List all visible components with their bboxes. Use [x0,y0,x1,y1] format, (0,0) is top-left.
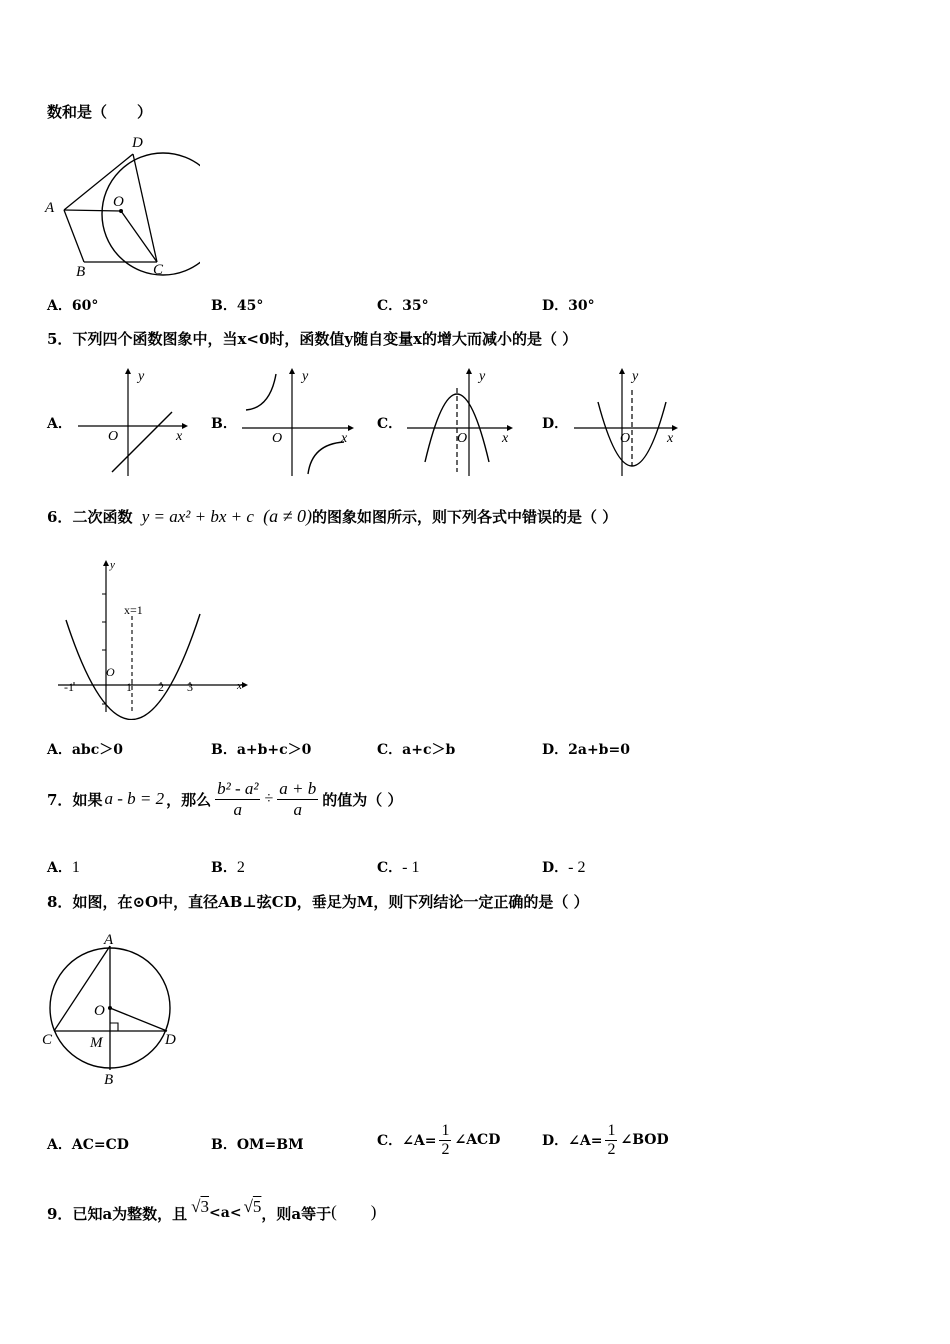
q4-label-B: B [76,264,86,280]
q6-parabola-curve [66,614,200,720]
q7-stem-suffix: 的值为（ ） [322,790,403,809]
q9-stem-suffix: ，则a等于 [261,1204,332,1223]
q6-axis-line-label: x=1 [124,603,143,617]
q8-number: 8． [47,893,73,911]
q8-circle-figure [38,928,198,1090]
q9-stem-prefix: 已知a为整数，且 [72,1204,188,1223]
svg-text:y: y [302,369,309,384]
q7-fraction-1-denominator: a [215,799,260,820]
svg-text:O: O [457,431,468,446]
svg-text:x: x [341,431,348,446]
q6-option-c: C．a+c＞b [377,742,456,758]
svg-text:x: x [667,431,674,446]
q5-option-c-label: C． [377,416,403,432]
q4-circle [102,153,200,275]
q7-fraction-1 [215,779,260,820]
svg-text:C: C [42,1032,53,1048]
q6-condition: (a ≠ 0) [263,506,312,526]
q5-option-a-label: A． [47,416,72,432]
q4-option-d: D．30° [542,298,595,314]
q6-stem-suffix: 的图象如图所示，则下列各式中错误的是（ ） [312,508,618,526]
svg-text:x: x [176,429,183,444]
q9-inequality: <a< [209,1205,242,1221]
q7-fraction-1-numerator: b² - a² [217,778,259,798]
q4-label-D: D [132,135,143,151]
q5-option-b-label: B． [211,416,237,432]
svg-text:O: O [106,665,115,679]
svg-text:y: y [632,369,639,384]
q5-graph-a [78,366,190,478]
q7-option-d: D．- 2 [542,859,586,876]
q9-stem [47,1195,376,1231]
q4-label-O: O [113,194,124,210]
q6-number: 6． [47,508,73,526]
svg-text:O: O [620,431,631,446]
q4-label-A: A [45,200,55,216]
q8-stem-text: 如图，在⊙O中，直径AB⊥弦CD，垂足为M，则下列结论一定正确的是（ ） [72,893,589,911]
q7-condition: a - b = 2 [104,789,165,808]
q6-option-d: D．2a+b=0 [542,742,630,758]
svg-text:y: y [479,369,486,384]
q7-fraction-2-numerator: a + b [279,778,317,798]
q6-option-a: A．abc＞0 [47,742,123,758]
q7-divide-sign: ÷ [264,790,274,807]
q6-stem-prefix: 二次函数 [72,508,133,526]
q7-fraction-2 [277,779,318,820]
q4-option-a: A．60° [47,298,99,314]
svg-text:D: D [165,1032,176,1048]
svg-text:O: O [272,431,283,446]
q8-option-a: A．AC=CD [47,1137,129,1153]
q9-number: 9． [47,1204,73,1223]
q5-stem-text: 下列四个函数图象中，当x<0时，函数值y随自变量x的增大而减小的是（ ） [72,330,578,348]
q8-option-c: C．∠A= $\frac{1}{2}$ ∠ACD [377,1121,501,1158]
svg-text:3: 3 [187,680,193,694]
q5-graph-b [240,366,358,478]
q7-option-a: A．1 [47,859,80,876]
q7-option-c: C．- 1 [377,859,420,876]
svg-text:B: B [104,1072,114,1088]
q7-stem-prefix: 如果 [72,790,103,809]
q6-parabola-graph [56,552,252,720]
q4-circle-figure [40,128,200,280]
q9-sqrt-3: √3 [191,1197,210,1216]
svg-text:x: x [502,431,509,446]
svg-text:x: x [237,680,242,692]
svg-text:O: O [108,429,119,444]
q9-answer-paren: ( ) [331,1201,377,1221]
q4-label-C: C [153,262,164,278]
q7-stem [47,772,402,826]
svg-text:M: M [90,1035,103,1051]
svg-text:1: 1 [126,680,132,694]
q7-number: 7． [47,790,73,809]
q8-option-d: D．∠A= $\frac{1}{2}$ ∠BOD [542,1121,669,1158]
svg-text:y: y [110,559,115,571]
q4-option-c: C．35° [377,298,429,314]
q5-graph-c [405,366,517,478]
q5-option-d-label: D． [542,416,569,432]
q5-number: 5． [47,330,73,348]
q6-formula: y = ax² + bx + c [141,507,254,526]
q4-option-b: B．45° [211,298,264,314]
q8-option-b: B．OM=BM [211,1137,304,1153]
svg-text:y: y [138,369,145,384]
q8-stem [47,891,589,912]
q9-sqrt-5: √5 [243,1197,262,1216]
svg-text:2: 2 [158,680,164,694]
svg-text:A: A [104,932,114,948]
svg-text:O: O [94,1003,105,1019]
q4-stem-tail: 数和是（ ） [47,103,153,121]
svg-text:-1: -1 [64,680,74,694]
q5-graph-d [570,366,682,478]
q7-stem-mid: ，那么 [166,790,212,809]
q5-stem [47,328,577,349]
q6-option-b: B．a+b+c＞0 [211,742,312,758]
q7-fraction-2-denominator: a [277,799,318,820]
q7-option-b: B．2 [211,859,245,876]
q6-stem [47,506,617,527]
